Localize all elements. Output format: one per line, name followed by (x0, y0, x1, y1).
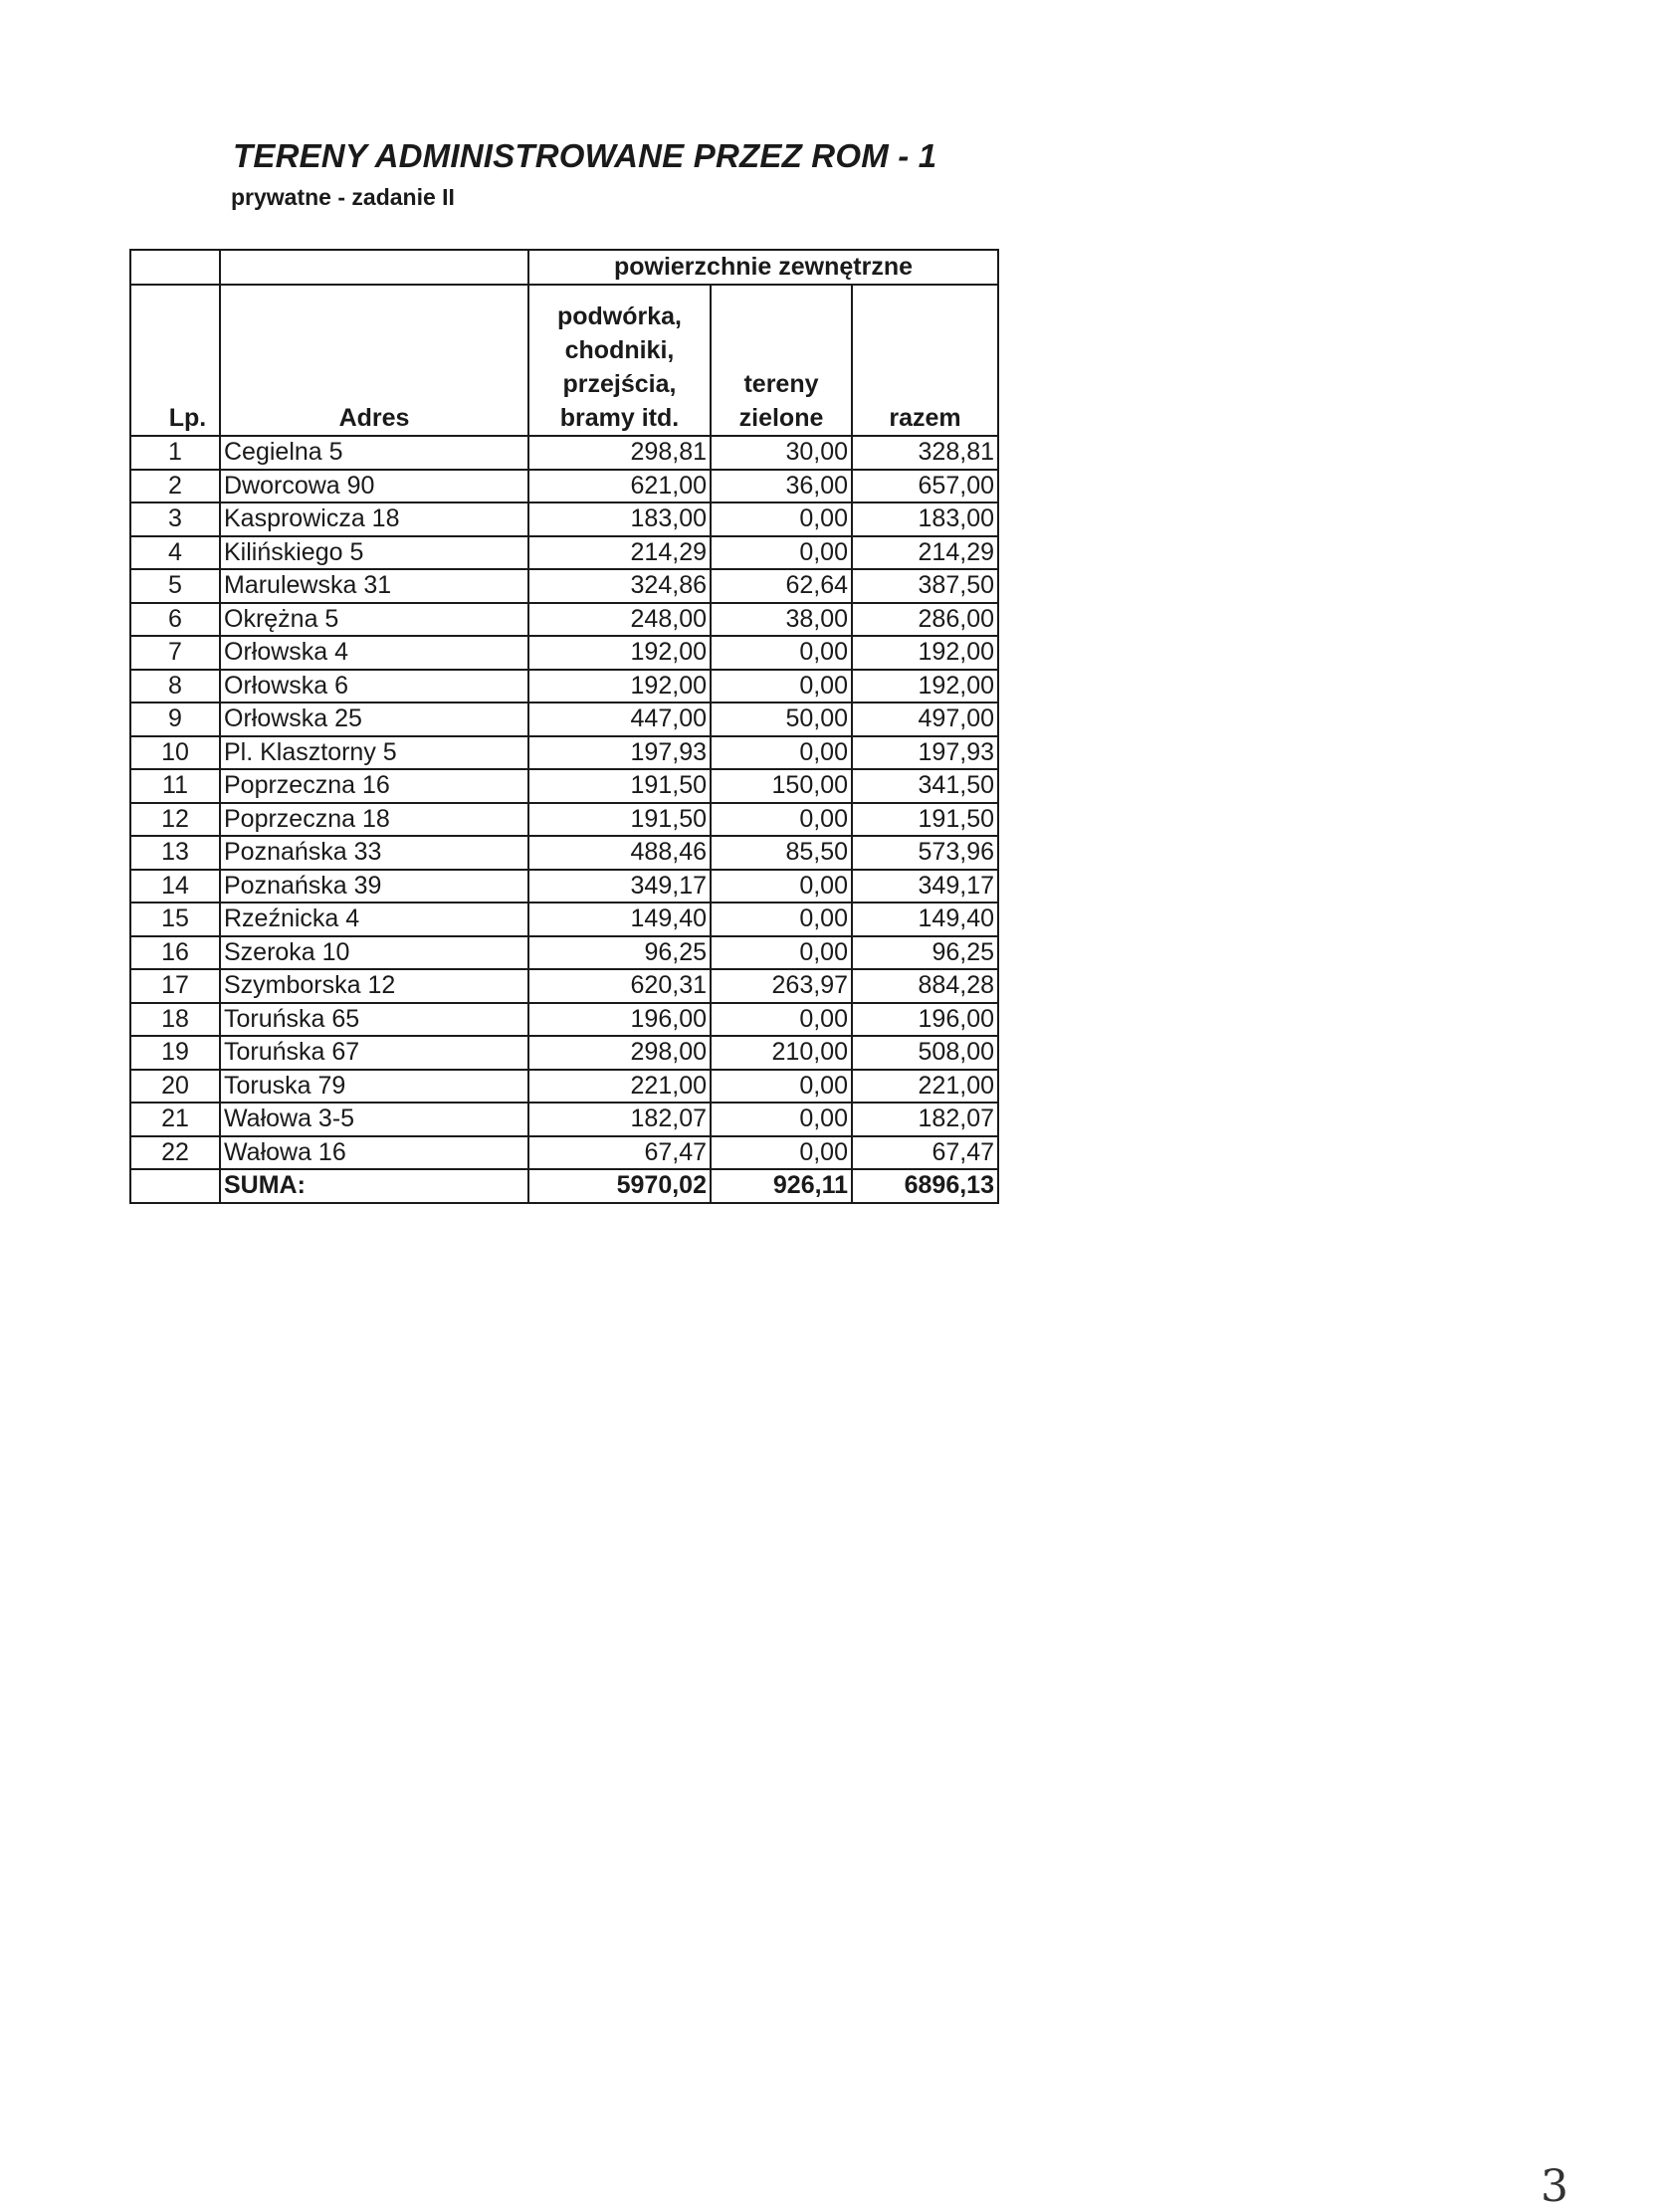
cell-lp: 19 (130, 1036, 220, 1070)
cell-adres: Orłowska 25 (220, 703, 528, 736)
table-row (130, 736, 998, 770)
cell-tereny: 38,00 (711, 603, 852, 637)
cell-podworka: 221,00 (528, 1070, 711, 1104)
cell-razem: 196,00 (852, 1003, 998, 1037)
cell-tereny: 210,00 (711, 1036, 852, 1070)
cell-adres: Okrężna 5 (220, 603, 528, 637)
cell-tereny: 0,00 (711, 1003, 852, 1037)
table-row (130, 1070, 998, 1104)
cell-lp: 15 (130, 903, 220, 936)
cell-razem: 328,81 (852, 436, 998, 470)
header-tereny-zielone (711, 285, 852, 436)
cell-lp: 20 (130, 1070, 220, 1104)
cell-adres: Szymborska 12 (220, 969, 528, 1003)
cell-podworka: 621,00 (528, 470, 711, 503)
table-row (130, 636, 998, 670)
table-row (130, 436, 998, 470)
header-adres: Adres (220, 285, 528, 436)
table-row (130, 769, 998, 803)
cell-razem: 387,50 (852, 569, 998, 603)
cell-podworka: 488,46 (528, 836, 711, 870)
cell-lp: 8 (130, 670, 220, 704)
cell-adres: Kasprowicza 18 (220, 503, 528, 536)
header-empty-cell (130, 250, 220, 285)
areas-table (129, 249, 999, 1204)
cell-razem: 192,00 (852, 670, 998, 704)
cell-lp: 13 (130, 836, 220, 870)
cell-podworka: 197,93 (528, 736, 711, 770)
cell-lp: 16 (130, 936, 220, 970)
cell-tereny: 36,00 (711, 470, 852, 503)
sum-podworka: 5970,02 (528, 1169, 711, 1203)
document-subtitle: prywatne - zadanie II (231, 184, 455, 210)
cell-adres: Orłowska 4 (220, 636, 528, 670)
cell-adres: Wałowa 3-5 (220, 1103, 528, 1136)
cell-tereny: 62,64 (711, 569, 852, 603)
cell-tereny: 0,00 (711, 936, 852, 970)
cell-tereny: 0,00 (711, 736, 852, 770)
cell-tereny: 0,00 (711, 903, 852, 936)
header-podworka-line: bramy itd. (559, 404, 680, 432)
cell-adres: Pl. Klasztorny 5 (220, 736, 528, 770)
table-row (130, 1136, 998, 1170)
cell-lp: 5 (130, 569, 220, 603)
cell-lp: 14 (130, 870, 220, 904)
cell-lp: 1 (130, 436, 220, 470)
cell-razem: 96,25 (852, 936, 998, 970)
cell-podworka: 248,00 (528, 603, 711, 637)
sum-label: SUMA: (220, 1169, 528, 1203)
cell-tereny: 0,00 (711, 536, 852, 570)
cell-adres: Wałowa 16 (220, 1136, 528, 1170)
cell-lp: 2 (130, 470, 220, 503)
cell-podworka: 298,00 (528, 1036, 711, 1070)
cell-lp: 3 (130, 503, 220, 536)
cell-lp: 4 (130, 536, 220, 570)
cell-razem: 197,93 (852, 736, 998, 770)
cell-podworka: 191,50 (528, 769, 711, 803)
cell-adres: Kilińskiego 5 (220, 536, 528, 570)
table-row (130, 670, 998, 704)
cell-podworka: 324,86 (528, 569, 711, 603)
cell-razem: 149,40 (852, 903, 998, 936)
cell-razem: 191,50 (852, 803, 998, 837)
cell-razem: 214,29 (852, 536, 998, 570)
cell-podworka: 192,00 (528, 636, 711, 670)
header-empty-cell (220, 250, 528, 285)
cell-tereny: 85,50 (711, 836, 852, 870)
cell-lp: 6 (130, 603, 220, 637)
cell-adres: Toruńska 67 (220, 1036, 528, 1070)
group-header-outer-surfaces: powierzchnie zewnętrzne (528, 250, 998, 285)
cell-razem: 221,00 (852, 1070, 998, 1104)
sum-row (130, 1169, 998, 1203)
cell-adres: Rzeźnicka 4 (220, 903, 528, 936)
table-row (130, 503, 998, 536)
cell-tereny: 0,00 (711, 503, 852, 536)
table-row (130, 1103, 998, 1136)
header-lp: Lp. (130, 285, 220, 436)
table-row (130, 536, 998, 570)
table-row (130, 870, 998, 904)
header-podworka-line: podwórka, (556, 302, 682, 330)
cell-podworka: 182,07 (528, 1103, 711, 1136)
table-row (130, 1003, 998, 1037)
cell-tereny: 30,00 (711, 436, 852, 470)
header-tereny-line: zielone (738, 404, 824, 432)
cell-razem: 183,00 (852, 503, 998, 536)
cell-razem: 497,00 (852, 703, 998, 736)
sum-tereny: 926,11 (711, 1169, 852, 1203)
cell-podworka: 191,50 (528, 803, 711, 837)
cell-lp: 12 (130, 803, 220, 837)
cell-razem: 508,00 (852, 1036, 998, 1070)
cell-razem: 349,17 (852, 870, 998, 904)
header-razem: razem (852, 285, 998, 436)
table-row (130, 603, 998, 637)
cell-tereny: 0,00 (711, 803, 852, 837)
sum-empty-cell (130, 1169, 220, 1203)
header-podworka-line: chodniki, (564, 336, 675, 364)
cell-razem: 884,28 (852, 969, 998, 1003)
cell-razem: 341,50 (852, 769, 998, 803)
cell-tereny: 0,00 (711, 1136, 852, 1170)
cell-razem: 573,96 (852, 836, 998, 870)
cell-lp: 21 (130, 1103, 220, 1136)
cell-razem: 192,00 (852, 636, 998, 670)
table-row (130, 470, 998, 503)
cell-adres: Toruska 79 (220, 1070, 528, 1104)
cell-lp: 22 (130, 1136, 220, 1170)
table-row (130, 969, 998, 1003)
cell-adres: Poznańska 39 (220, 870, 528, 904)
cell-lp: 17 (130, 969, 220, 1003)
cell-tereny: 150,00 (711, 769, 852, 803)
cell-tereny: 0,00 (711, 1070, 852, 1104)
cell-podworka: 149,40 (528, 903, 711, 936)
cell-lp: 10 (130, 736, 220, 770)
header-tereny-line: tereny (743, 370, 819, 398)
table-row (130, 1036, 998, 1070)
cell-lp: 18 (130, 1003, 220, 1037)
cell-tereny: 50,00 (711, 703, 852, 736)
cell-podworka: 214,29 (528, 536, 711, 570)
cell-podworka: 620,31 (528, 969, 711, 1003)
table-row (130, 936, 998, 970)
cell-adres: Szeroka 10 (220, 936, 528, 970)
cell-adres: Poprzeczna 18 (220, 803, 528, 837)
cell-podworka: 298,81 (528, 436, 711, 470)
cell-adres: Cegielna 5 (220, 436, 528, 470)
cell-razem: 286,00 (852, 603, 998, 637)
cell-adres: Dworcowa 90 (220, 470, 528, 503)
cell-tereny: 263,97 (711, 969, 852, 1003)
cell-podworka: 192,00 (528, 670, 711, 704)
cell-razem: 67,47 (852, 1136, 998, 1170)
cell-tereny: 0,00 (711, 670, 852, 704)
cell-podworka: 67,47 (528, 1136, 711, 1170)
cell-podworka: 96,25 (528, 936, 711, 970)
header-podworka-line: przejścia, (562, 370, 677, 398)
cell-tereny: 0,00 (711, 870, 852, 904)
handwritten-page-number: 3 (1541, 2161, 1568, 2212)
table-row (130, 569, 998, 603)
cell-tereny: 0,00 (711, 1103, 852, 1136)
cell-adres: Poznańska 33 (220, 836, 528, 870)
cell-adres: Orłowska 6 (220, 670, 528, 704)
cell-adres: Toruńska 65 (220, 1003, 528, 1037)
cell-razem: 182,07 (852, 1103, 998, 1136)
cell-tereny: 0,00 (711, 636, 852, 670)
cell-adres: Marulewska 31 (220, 569, 528, 603)
table-row (130, 703, 998, 736)
cell-podworka: 447,00 (528, 703, 711, 736)
cell-razem: 657,00 (852, 470, 998, 503)
cell-podworka: 349,17 (528, 870, 711, 904)
cell-podworka: 196,00 (528, 1003, 711, 1037)
cell-lp: 11 (130, 769, 220, 803)
table-row (130, 836, 998, 870)
cell-podworka: 183,00 (528, 503, 711, 536)
cell-lp: 9 (130, 703, 220, 736)
table-group-header-row (130, 250, 998, 285)
table-column-header-row (130, 285, 998, 436)
table-row (130, 903, 998, 936)
header-podworka (528, 285, 711, 436)
table-row (130, 803, 998, 837)
document-title: TERENY ADMINISTROWANE PRZEZ ROM - 1 (233, 137, 937, 174)
cell-adres: Poprzeczna 16 (220, 769, 528, 803)
sum-razem: 6896,13 (852, 1169, 998, 1203)
cell-lp: 7 (130, 636, 220, 670)
